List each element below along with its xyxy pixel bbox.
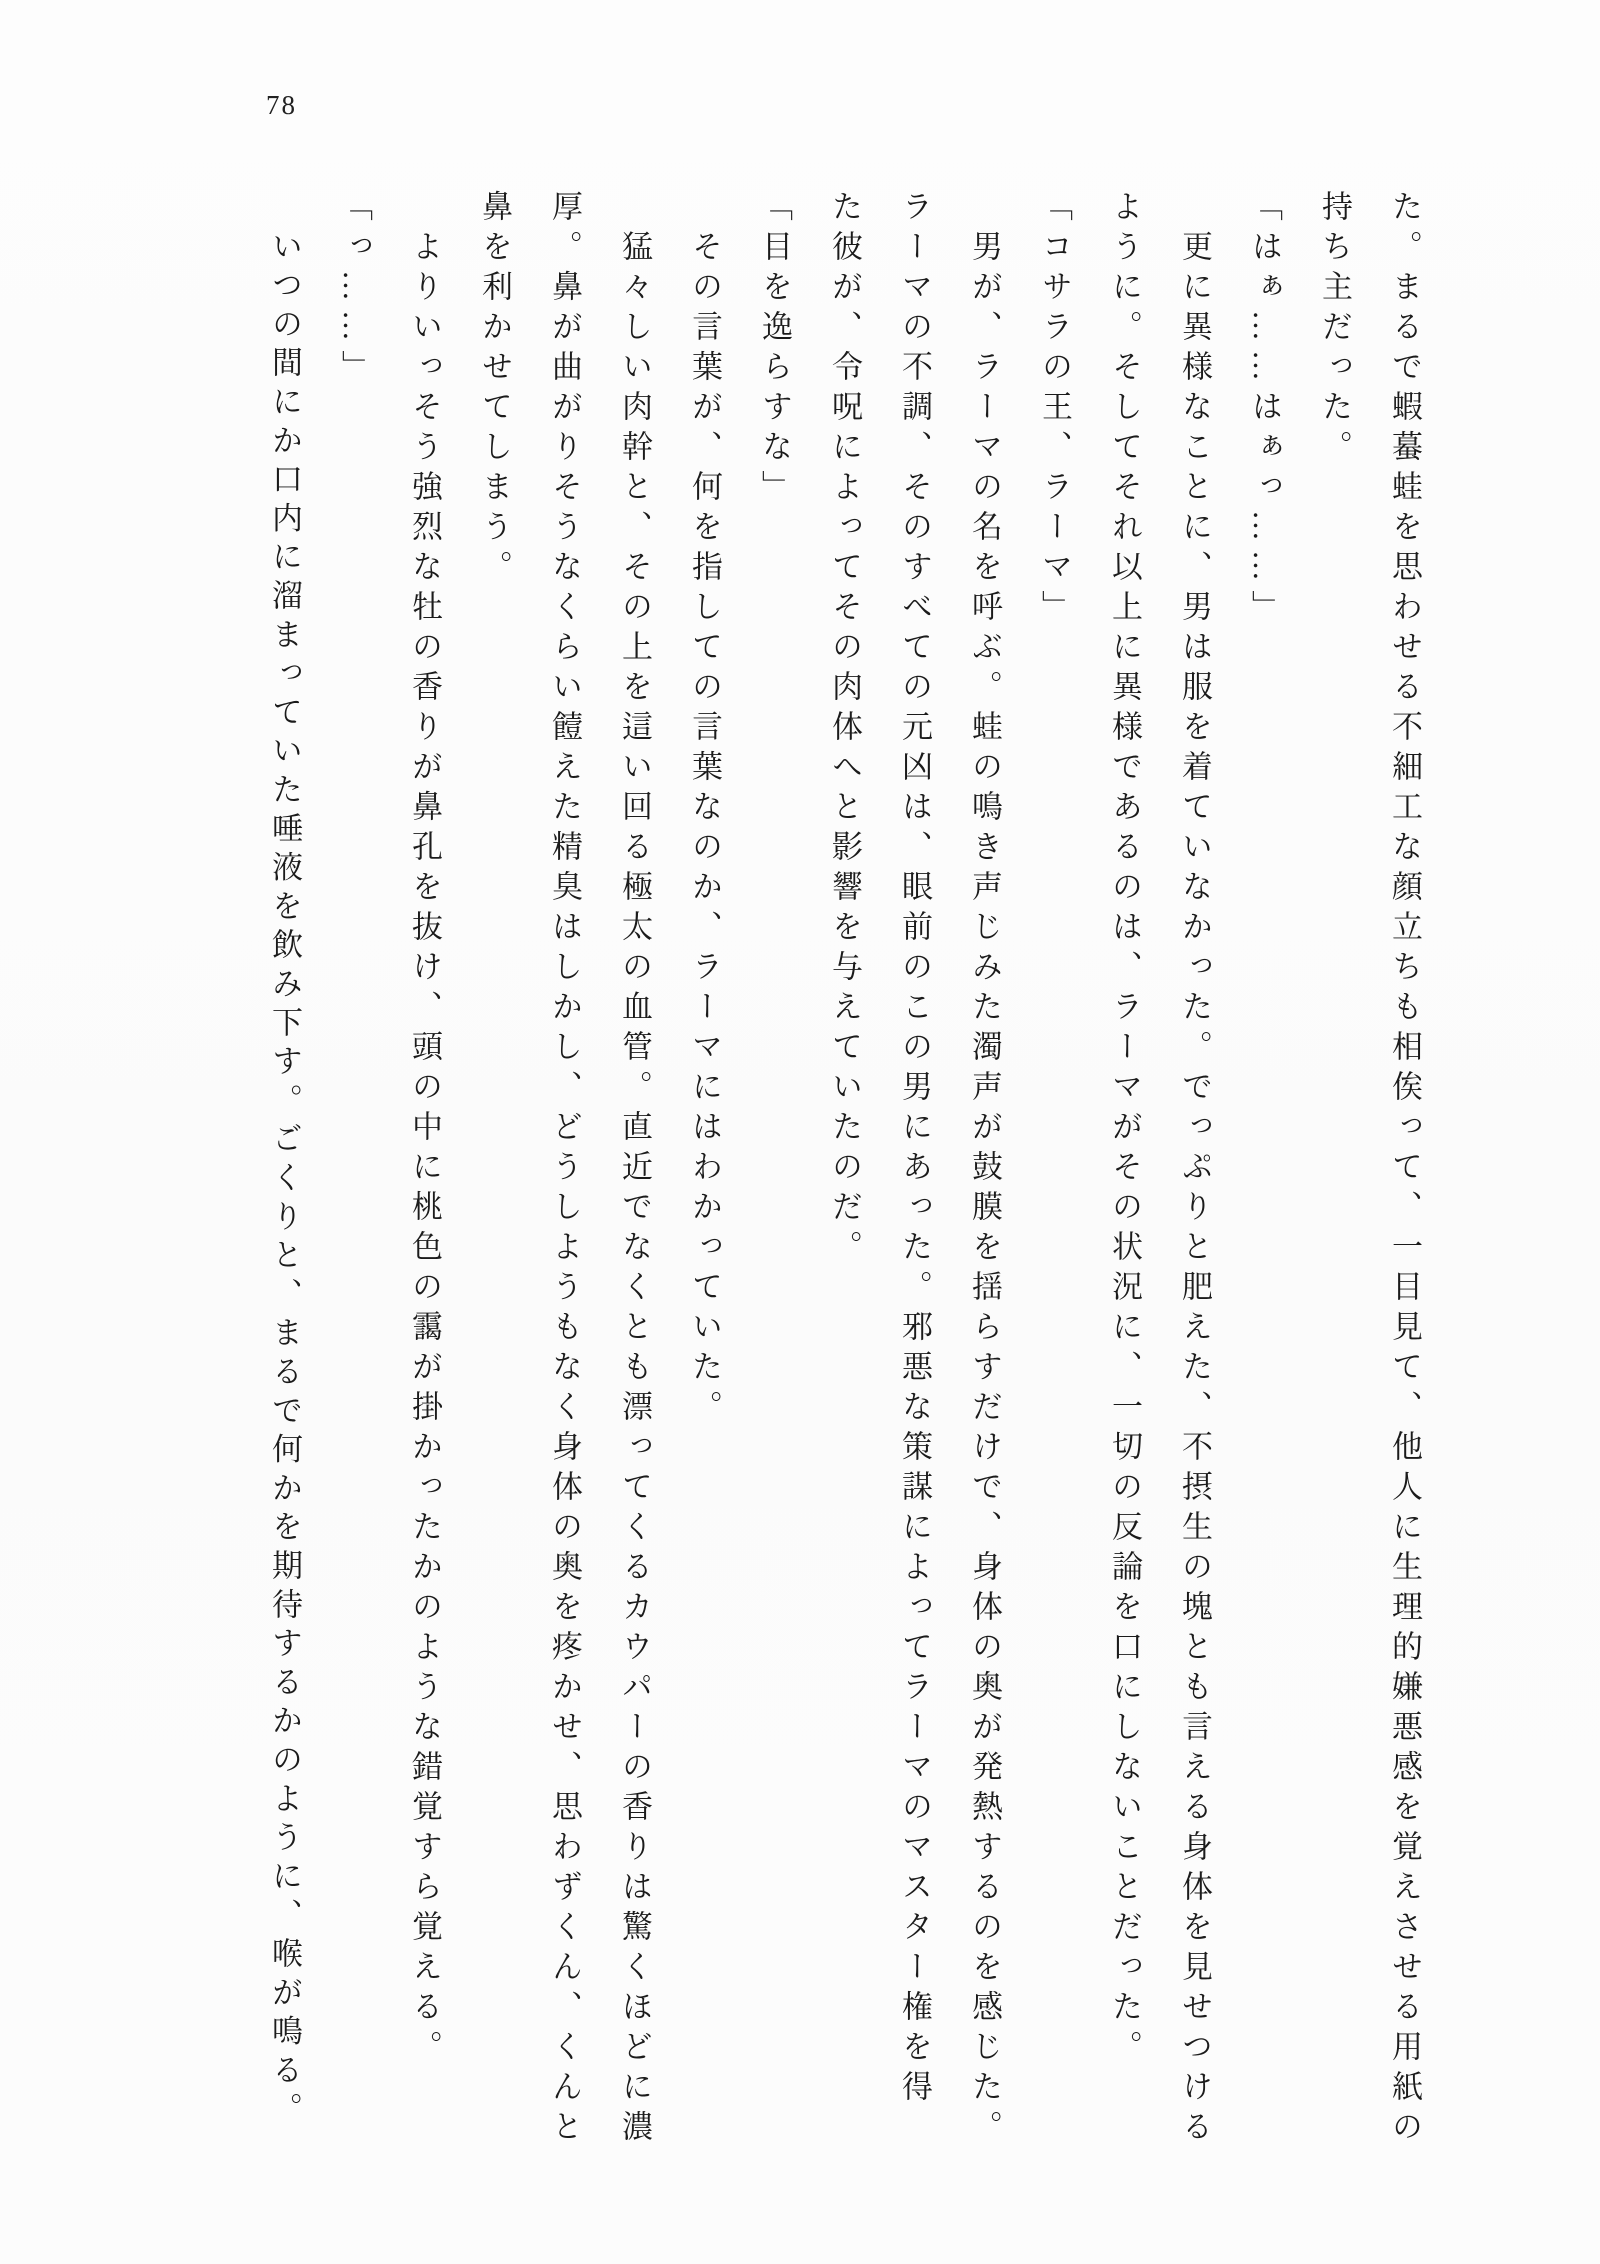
page-number: 78 [266,90,297,120]
text-column: 鼻を利かせてしまう。 [477,190,512,590]
text-column: 男が、ラーマの名を呼ぶ。蛙の鳴き声じみた濁声が鼓膜を揺らすだけで、身体の奥が発熱するのを感じた。 [967,230,1002,2150]
text-column: 「っ……」 [337,190,372,390]
text-column: た彼が、令呪によってその肉体へと影響を与えていたのだ。 [827,190,862,1270]
text-column: その言葉が、何を指しての言葉なのか、ラーマにはわかっていた。 [687,230,722,1430]
text-column: 猛々しい肉幹と、その上を這い回る極太の血管。直近でなくとも漂ってくるカウパーの香りは驚くほどに濃 [617,230,652,2150]
text-column: ラーマの不調、そのすべての元凶は、眼前のこの男にあった。邪悪な策謀によってラーマのマスター権を得 [897,190,932,2110]
text-column: 「コサラの王、ラーマ」 [1037,190,1072,630]
vertical-text-block [249,190,1439,2150]
text-column: 更に異様なことに、男は服を着ていなかった。でっぷりと肥えた、不摂生の塊とも言える身体を見せつける [1177,230,1212,2150]
text-column: 持ち主だった。 [1317,190,1352,470]
text-column: ように。そしてそれ以上に異様であるのは、ラーマがその状況に、一切の反論を口にしないことだった。 [1107,190,1142,2070]
text-column: よりいっそう強烈な牡の香りが鼻孔を抜け、頭の中に桃色の靄が掛かったかのような錯覚すら覚える。 [407,230,442,2070]
text-column: た。まるで蝦蟇蛙を思わせる不細工な顔立ちも相俟って、一目見て、他人に生理的嫌悪感を覚えさせる用紙の [1387,190,1422,2150]
text-column: 「はぁ……はぁっ……」 [1247,190,1282,630]
text-column: 「目を逸らすな」 [757,190,792,510]
text-column: 厚。鼻が曲がりそうなくらい饐えた精臭はしかし、どうしようもなく身体の奥を疼かせ、思わずくん、くんと [547,190,582,2150]
text-column: いつの間にか口内に溜まっていた唾液を飲み下す。ごくりと、まるで何かを期待するかのように、喉が鳴る。 [267,230,302,2132]
